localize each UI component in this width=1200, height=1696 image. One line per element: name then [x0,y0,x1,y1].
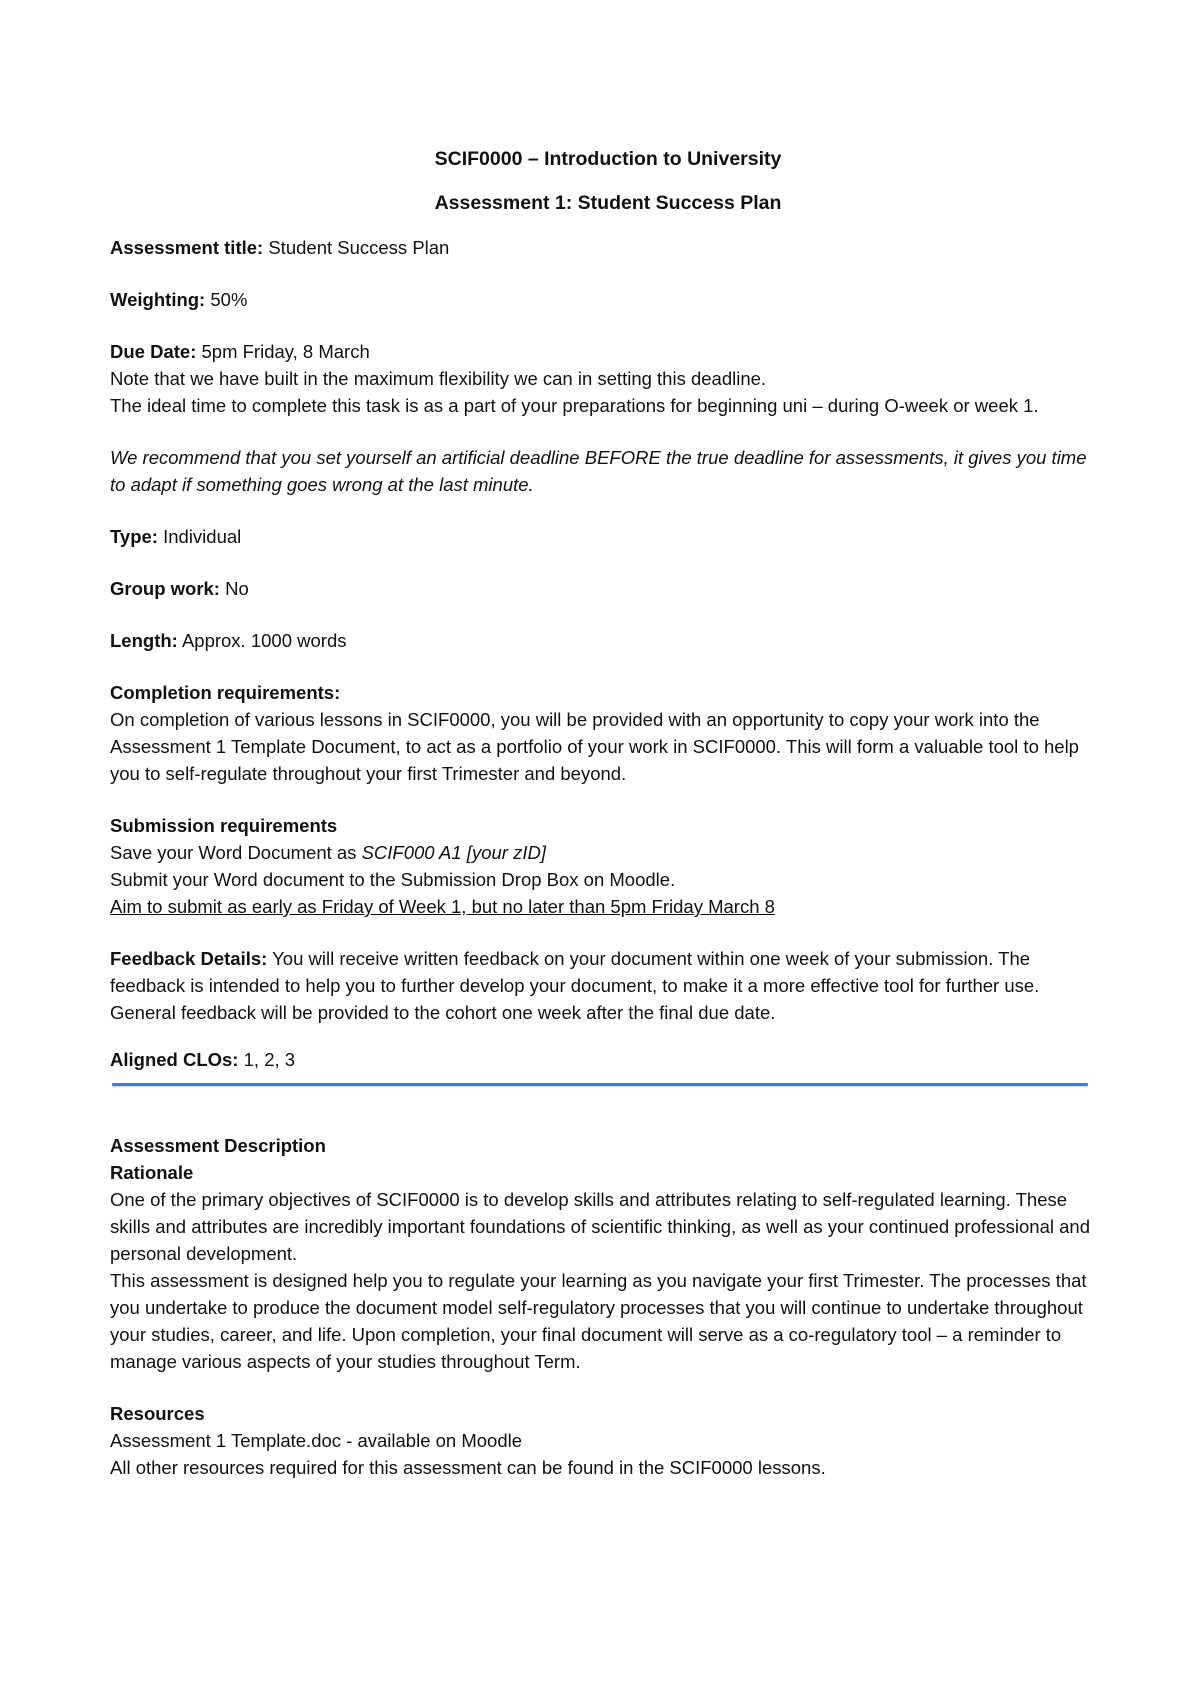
submission-line-2: Submit your Word document to the Submission Drop Box on Moodle. [110,869,676,890]
length-value: Approx. 1000 words [181,630,347,651]
submission-line-3: Aim to submit as early as Friday of Week 1, but no later than 5pm Friday March 8 [110,896,775,917]
assessment-title-field [110,234,1106,261]
resources-heading: Resources [110,1403,205,1424]
rationale-heading: Rationale [110,1162,194,1183]
rationale-paragraph-1: One of the primary objectives of SCIF0000 is to develop skills and attributes relating to self-regulated learning. These skills and attributes are incredibly important foundations of scientific thinking, as well as your continued professional and personal development. [110,1189,1091,1264]
due-date-label: Due Date: [110,341,197,362]
assessment-description-heading: Assessment Description [110,1135,326,1156]
group-work-value: No [225,578,249,599]
type-label: Type: [110,526,158,547]
length-label: Length: [110,630,178,651]
resources-line-2: All other resources required for this assessment can be found in the SCIF0000 lessons. [110,1457,826,1478]
group-work-label: Group work: [110,578,220,599]
group-work-field [110,575,1106,602]
resources-section [110,1400,1106,1481]
completion-requirements-section [110,679,1106,787]
assessment-description-section [110,1132,1106,1375]
submission-filename: SCIF000 A1 [your zID] [361,842,546,863]
document-content [110,146,1106,1506]
section-divider [112,1083,1088,1086]
aligned-clos-label: Aligned CLOs: [110,1049,239,1070]
aligned-clos-value: 1, 2, 3 [243,1049,296,1070]
type-value: Individual [163,526,242,547]
feedback-details-section [110,945,1106,1026]
completion-requirements-heading: Completion requirements: [110,682,341,703]
weighting-label: Weighting: [110,289,206,310]
submission-requirements-section [110,812,1106,920]
submission-line-1 [110,839,1106,866]
feedback-details-text: You will receive written feedback on your document within one week of your submission. The feedback is intended to help you to further develop your document, to make it a more effective tool for further use. General feedback will be provided to the cohort one week after the final due date. [110,948,1040,1023]
due-date-field [110,338,1106,419]
resources-line-1: Assessment 1 Template.doc - available on Moodle [110,1430,523,1451]
assessment-title-value: Student Success Plan [268,237,450,258]
weighting-value: 50% [210,289,248,310]
submission-line-1-prefix: Save your Word Document as [110,842,362,863]
aligned-clos-field [110,1046,1106,1073]
length-field [110,627,1106,654]
due-date-note-2: The ideal time to complete this task is as a part of your preparations for beginning uni – during O-week or week 1. [110,395,1039,416]
completion-requirements-text: On completion of various lessons in SCIF0000, you will be provided with an opportunity to copy your work into the Assessment 1 Template Document, to act as a portfolio of your work in SCIF0000. This will form a valuable tool to help you to self-regulate throughout your first Trimester and beyond. [110,709,1079,784]
rationale-paragraph-2: This assessment is designed help you to regulate your learning as you navigate your first Trimester. The processes that you undertake to produce the document model self-regulatory processes that you will continue to undertake throughout your studies, career, and life. Upon completion, your final document will serve as a co-regulatory tool – a reminder to manage various aspects of your studies throughout Term. [110,1270,1087,1372]
assessment-title-label: Assessment title: [110,237,264,258]
weighting-field [110,286,1106,313]
document-title: SCIF0000 – Introduction to University [434,148,782,170]
due-date-note-1: Note that we have built in the maximum flexibility we can in setting this deadline. [110,368,767,389]
feedback-details-label: Feedback Details: [110,948,268,969]
deadline-recommendation: We recommend that you set yourself an artificial deadline BEFORE the true deadline for assessments, it gives you time to adapt if something goes wrong at the last minute. [110,447,1087,495]
document-subtitle: Assessment 1: Student Success Plan [434,192,782,214]
submission-requirements-heading: Submission requirements [110,815,338,836]
due-date-value: 5pm Friday, 8 March [201,341,370,362]
type-field [110,523,1106,550]
